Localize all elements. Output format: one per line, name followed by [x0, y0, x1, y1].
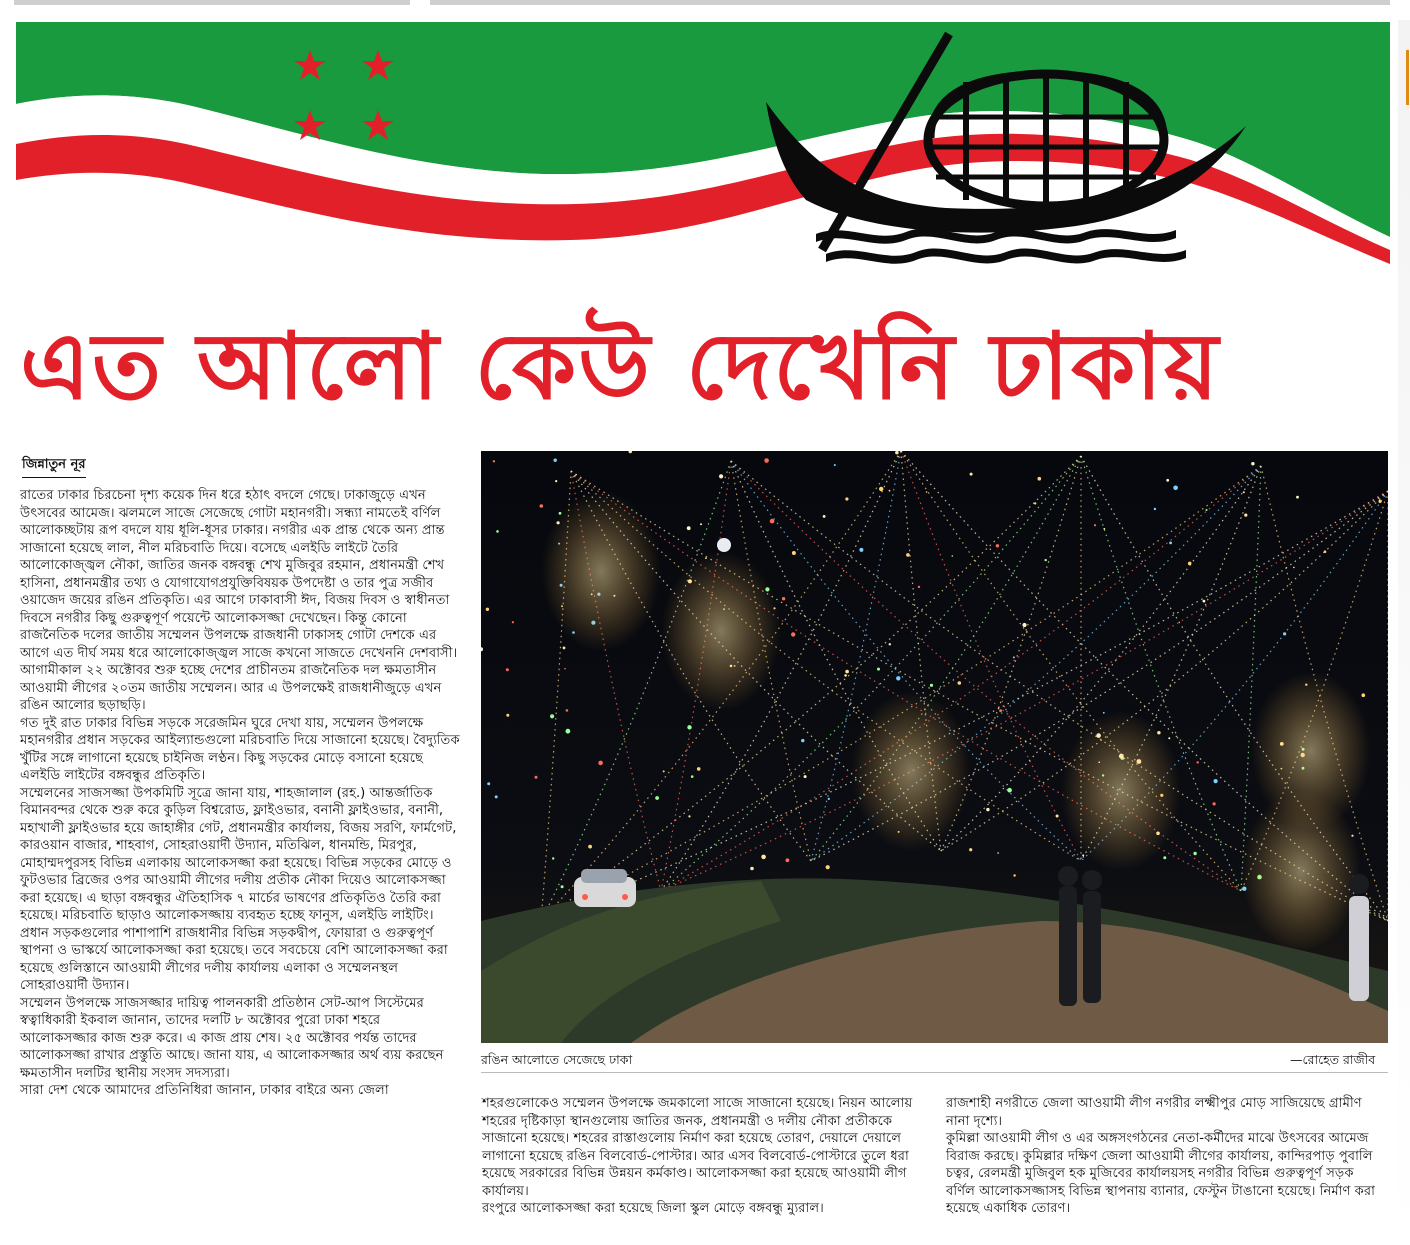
article-paragraph: কুমিল্লা আওয়ামী লীগ ও এর অঙ্গসংগঠনের নেতা-কর্মীদের মাঝে উৎসবের আমেজ বিরাজ করছে। কুমিল্লার দক্ষিণ জেলা আওয়ামী লীগের কার্যালয়, কান্দিরপাড় পুবালি চত্বর, রেলমন্ত্রী মুজিবুল হক মুজিবের কার্যালয়সহ নগরীর বিভিন্ন গুরুত্বপূর্ণ সড়ক বর্ণিল আলোকসজ্জাসহ বিভিন্ন স্থাপনায় ব্যানার, ফেস্টুন টাঙানো হয়েছে। নির্মাণ করা হয়েছে একাধিক তোরণ।	[946, 1131, 1375, 1216]
article-paragraph: রাতের ঢাকার চিরচেনা দৃশ্য কয়েক দিন ধরে হঠাৎ বদলে গেছে। ঢাকাজুড়ে এখন উৎসবের আমেজ। ঝলমলে সাজে সেজেছে গোটা মহানগরী। সন্ধ্যা নামতেই বর্ণিল আলোকচ্ছটায় রূপ বদলে যায় ধূলি-ধূসর ঢাকার। নগরীর এক প্রান্ত থেকে অন্য প্রান্ত সাজানো হয়েছে লাল, নীল মরিচবাতি দিয়ে। বসেছে এলইডি লাইটে তৈরি আলোকোজ্জ্বল নৌকা, জাতির জনক বঙ্গবন্ধু শেখ মুজিবুর রহমান, প্রধানমন্ত্রী শেখ হাসিনা, প্রধানমন্ত্রীর তথ্য ও যোগাযোগপ্রযুক্তিবিষয়ক উপদেষ্টা ও তার পুত্র সজীব ওয়াজেদ জয়ের রঙিন প্রতিকৃতি। এর আগে ঢাকাবাসী ঈদ, বিজয় দিবস ও স্বাধীনতা দিবসে নগরীর কিছু গুরুত্বপূর্ণ পয়েন্টে আলোকসজ্জা দেখেছেন। কিন্তু কোনো রাজনৈতিক দলের জাতীয় সম্মেলন উপলক্ষে রাজধানী ঢাকাসহ গোটা দেশকে এর আগে এত দীর্ঘ সময় ধরে আলোকোজ্জ্বল সাজে কখনো সাজতে দেখেননি দেশবাসী। আগামীকাল ২২ অক্টোবর শুরু হচ্ছে দেশের প্রাচীনতম রাজনৈতিক দল ক্ষমতাসীন আওয়ামী লীগের ২০তম জাতীয় সম্মেলন। আর এ উপলক্ষেই রাজধানীজুড়ে এখন রঙিন আলোর ছড়াছড়ি।	[20, 488, 458, 713]
article-paragraph: গত দুই রাত ঢাকার বিভিন্ন সড়কে সরেজমিন ঘুরে দেখা যায়, সম্মেলন উপলক্ষে মহানগরীর প্রধান সড়কের আইল্যান্ডগুলো মরিচবাতি দিয়ে সাজানো হয়েছে। বৈদ্যুতিক খুঁটির সঙ্গে লাগানো হয়েছে চাইনিজ লণ্ঠন। কিছু সড়কের মোড়ে বসানো হয়েছে এলইডি লাইটের বঙ্গবন্ধুর প্রতিকৃতি।	[20, 715, 460, 783]
article-paragraph: রংপুরে আলোকসজ্জা করা হয়েছে জিলা স্কুল মোড়ে বঙ্গবন্ধু ম্যুরাল।	[482, 1201, 824, 1216]
article-paragraph: সম্মেলন উপলক্ষে সাজসজ্জার দায়িত্ব পালনকারী প্রতিষ্ঠান সেট-আপ সিস্টেমের স্বত্বাধিকারী ইকবাল জানান, তাদের দলটি ৮ অক্টোবর পুরো ঢাকা শহরে আলোকসজ্জার কাজ শুরু করে। এ কাজ প্রায় শেষ। ২৫ অক্টোবর পর্যন্ত তাদের আলোকসজ্জা রাখার প্রস্তুতি আছে। জানা যায়, এ আলোকসজ্জার অর্থ ব্যয় করছেন ক্ষমতাসীন দলটির স্থানীয় সংসদ সদস্যরা।	[20, 995, 444, 1081]
article-column-middle	[482, 1095, 914, 1218]
top-rule	[14, 0, 410, 5]
news-photo	[481, 451, 1388, 1043]
car-icon	[574, 869, 636, 907]
article-paragraph: শহরগুলোকেও সম্মেলন উপলক্ষে জমকালো সাজে সাজানো হয়েছে। নিয়ন আলোয় শহরের দৃষ্টিকাড়া স্থানগুলোয় জাতির জনক, প্রধানমন্ত্রী ও দলীয় নৌকা প্রতীককে সাজানো হয়েছে। শহরের রাস্তাগুলোয় নির্মাণ করা হয়েছে তোরণ, দেয়ালে দেয়ালে লাগানো হয়েছে রঙিন বিলবোর্ড-পোস্টার। আর এসব বিলবোর্ড-পোস্টারে তুলে ধরা হয়েছে সরকারের বিভিন্ন উন্নয়ন কর্মকাণ্ড। আলোকসজ্জা করা হয়েছে আওয়ামী লীগ কার্যালয়।	[482, 1096, 913, 1199]
article-paragraph: সারা দেশ থেকে আমাদের প্রতিনিধিরা জানান, ঢাকার বাইরে অন্য জেলা	[20, 1083, 389, 1098]
illuminated-street-photo	[481, 451, 1388, 1043]
caption-divider	[481, 1072, 1388, 1073]
byline: জিন্নাতুন নূর	[22, 455, 86, 478]
top-rule	[430, 0, 1390, 5]
headline: এত আলো কেউ দেখেনি ঢাকায়	[20, 313, 1221, 420]
photo-caption: রঙিন আলোতে সেজেছে ঢাকা	[481, 1052, 633, 1067]
article-column-left	[20, 487, 460, 1100]
party-banner	[16, 22, 1390, 284]
article-paragraph: রাজশাহী নগরীতে জেলা আওয়ামী লীগ নগরীর লক্ষ্মীপুর মোড় সাজিয়েছে গ্রামীণ নানা দৃশ্যে।	[946, 1096, 1362, 1129]
banner-graphic	[16, 22, 1390, 284]
edge-mark	[1406, 50, 1409, 105]
adjacent-page-edge	[1398, 20, 1410, 1245]
article-column-right	[946, 1095, 1386, 1218]
photo-credit: —রোহেত রাজীব	[1290, 1052, 1376, 1067]
article-paragraph: সম্মেলনের সাজসজ্জা উপকমিটি সূত্রে জানা যায়, শাহজালাল (রহ.) আন্তর্জাতিক বিমানবন্দর থেকে শুরু করে কুড়িল বিশ্বরোড, ফ্লাইওভার, বনানী ফ্লাইওভার, বনানী, মহাখালী ফ্লাইওভার হয়ে জাহাঙ্গীর গেট, প্রধানমন্ত্রীর কার্যালয়, বিজয় সরণি, ফার্মগেট, কারওয়ান বাজার, শাহবাগ, সোহরাওয়ার্দী উদ্যান, মতিঝিল, ধানমন্ডি, মিরপুর, মোহাম্মদপুরসহ বিভিন্ন এলাকায় আলোকসজ্জা করা হয়েছে। বিভিন্ন সড়কের মোড়ে ও ফুটওভার ব্রিজের ওপর আওয়ামী লীগের দলীয় প্রতীক নৌকা দিয়েও আলোকসজ্জা করা হয়েছে। এ ছাড়া বঙ্গবন্ধুর ঐতিহাসিক ৭ মার্চের ভাষণের প্রতিকৃতিও তৈরি করা হয়েছে। মরিচবাতি ছাড়াও আলোকসজ্জায় ব্যবহৃত হচ্ছে ফানুস, এলইডি লাইটিং। প্রধান সড়কগুলোর পাশাপাশি রাজধানীর বিভিন্ন সড়কদ্বীপ, ফোয়ারা ও গুরুত্বপূর্ণ স্থাপনা ও ভাস্কর্যে আলোকসজ্জা করা হয়েছে। তবে সবচেয়ে বেশি আলোকসজ্জা করা হয়েছে গুলিস্তানে আওয়ামী লীগের দলীয় কার্যালয় এলাকা ও সম্মেলনস্থল সোহরাওয়ার্দী উদ্যান।	[20, 785, 457, 993]
